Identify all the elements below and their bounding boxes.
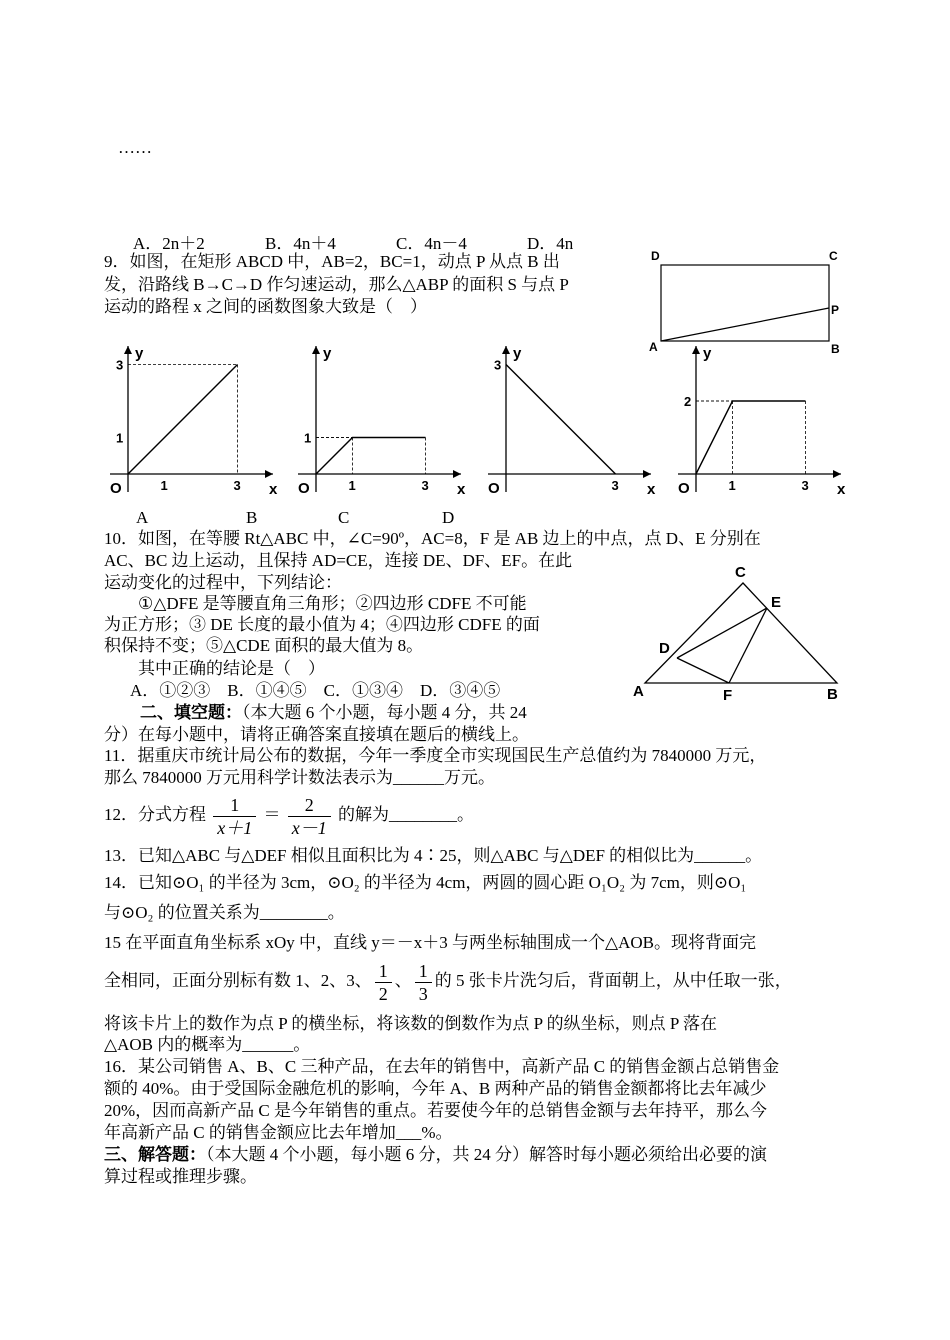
rect-label-b: B	[831, 342, 840, 356]
graph-d-curve	[696, 401, 806, 474]
q11-line-1: 11．据重庆市统计局公布的数据，今年一季度全市实现国民生产总值约为 7840000 万元，	[104, 746, 767, 765]
q12-fraction-2	[288, 794, 331, 839]
q15-fraction-half	[375, 960, 392, 1005]
q14-line-2: 与⊙O₂ 的位置关系为________。	[104, 903, 345, 922]
tri-label-c: C	[735, 564, 746, 581]
q10-line-1: 10．如图，在等腰 Rt△ABC 中，∠C=90º，AC=8，F 是 AB 边上的中点，点 D、E 分别在	[104, 529, 761, 548]
graph-d-xtick: 1	[728, 478, 736, 493]
q12-equals: ＝	[263, 805, 281, 824]
q9-line-2: 发，沿路线 B→C→D 作匀速运动，那么△ABP 的面积 S 与点 P	[104, 275, 569, 294]
graph-a-curve	[128, 365, 238, 475]
section3-rest: （本大题 4 个小题，每小题 6 分，共 24 分）解答时每小题必须给出必要的演	[206, 1145, 767, 1164]
graph-d-y-arrow	[692, 346, 700, 354]
q11-line-2: 那么 7840000 万元用科学计数法表示为______万元。	[104, 768, 495, 787]
graph-b-y-label: y	[323, 345, 332, 362]
graph-c-y-arrow	[502, 346, 510, 354]
q15-fraction-third	[415, 960, 432, 1005]
graph-b-x-arrow	[453, 470, 461, 478]
graph-b-y-arrow	[312, 346, 320, 354]
q15-sep: 、	[394, 971, 412, 990]
section2-line-2: 分）在每小题中，请将正确答案直接填在题后的横线上。	[104, 725, 529, 744]
graph-a-xtick: 3	[233, 478, 241, 493]
q12-prefix: 12．分式方程	[104, 805, 206, 824]
graph-b-xtick: 1	[348, 478, 356, 493]
section3-line-2: 算过程或推理步骤。	[104, 1167, 257, 1186]
graph-a-x-label: x	[269, 481, 278, 498]
q10-line-4: ①△DFE 是等腰直角三角形；②四边形 CDFE 不可能	[138, 594, 527, 613]
q9-line-3: 运动的路程 x 之间的函数图象大致是（ ）	[104, 297, 427, 316]
section2-heading	[140, 702, 527, 723]
q12-suffix: 的解为________。	[338, 805, 474, 824]
q15-line-1: 15 在平面直角坐标系 xOy 中，直线 y＝－x＋3 与两坐标轴围成一个△AOB。现将背面完	[104, 933, 756, 952]
q9-graphs	[100, 340, 850, 540]
q12-frac1-num: 1	[213, 794, 256, 817]
graph-option-b: B	[246, 508, 258, 527]
q16-line-2: 额的 40%。由于受国际金融危机的影响，今年 A、B 两种产品的销售金额都将比去年减少	[104, 1079, 767, 1098]
rect-label-p: P	[831, 303, 840, 317]
q15-line-2-suffix: 的 5 张卡片洗匀后，背面朝上，从中任取一张，	[434, 971, 792, 990]
tri-label-d: D	[659, 640, 670, 657]
q8-option-c: C．4n－4	[396, 234, 467, 253]
graph-c-x-label: x	[647, 481, 656, 498]
q15-frac-b-den: 3	[418, 983, 428, 1004]
graph-d-y-label: y	[703, 345, 712, 362]
q10-line-7: 其中正确的结论是（ ）	[138, 659, 325, 678]
tri-label-e: E	[771, 594, 782, 611]
q9-line-1: 9．如图，在矩形 ABCD 中，AB=2，BC=1，动点 P 从点 B 出	[104, 252, 560, 271]
tri-label-b: B	[827, 686, 838, 703]
q12-frac1-den: x＋1	[217, 817, 253, 838]
graph-c-y-label: y	[513, 345, 522, 362]
graph-d-x-label: x	[837, 481, 846, 498]
section3-title: 三、解答题：	[104, 1145, 206, 1164]
graph-a-xtick: 1	[160, 478, 168, 493]
q8-option-d: D．4n	[527, 234, 574, 253]
q14-line-1: 14．已知⊙O₁ 的半径为 3cm，⊙O₂ 的半径为 4cm，两圆的圆心距 O₁O₂ 为 7cm，则⊙O₁	[104, 873, 747, 892]
graph-c-x-arrow	[643, 470, 651, 478]
graph-a-origin-label: O	[110, 480, 122, 497]
q15-line-2	[104, 958, 792, 1005]
graph-a-y-label: y	[135, 345, 144, 362]
graph-option-a: A	[136, 508, 149, 527]
graph-b-xtick: 3	[421, 478, 429, 493]
tri-label-f: F	[723, 687, 733, 704]
q15-line-4: △AOB 内的概率为______。	[104, 1035, 311, 1054]
graph-b-x-label: x	[457, 481, 466, 498]
graph-b-ytick: 1	[304, 430, 312, 446]
graph-option-d: D	[442, 508, 455, 527]
graph-b-origin-label: O	[298, 480, 310, 497]
q15-frac-b-num: 1	[415, 960, 432, 983]
graph-b-curve	[316, 438, 426, 475]
q10-line-6: 积保持不变；⑤△CDE 面积的最大值为 8。	[104, 636, 424, 655]
q10-line-2: AC、BC 边上运动，且保持 AD=CE，连接 DE、DF、EF。在此	[104, 551, 573, 570]
q8-option-a: A．2n＋2	[133, 234, 205, 253]
q12-fraction-1	[213, 794, 256, 839]
q15-frac-a-num: 1	[375, 960, 392, 983]
q15-line-3: 将该卡片上的数作为点 P 的横坐标，将该数的倒数作为点 P 的纵坐标，则点 P 落在	[104, 1014, 717, 1033]
q16-line-1: 16．某公司销售 A、B、C 三种产品，在去年的销售中，高新产品 C 的销售金额占总销售金	[104, 1057, 780, 1076]
section2-title: 二、填空题：	[140, 703, 242, 722]
graph-option-c: C	[338, 508, 350, 527]
graph-c-xtick: 3	[611, 478, 619, 493]
q12-line	[104, 792, 474, 839]
graph-d-xtick: 3	[801, 478, 809, 493]
graph-d-x-arrow	[833, 470, 841, 478]
graph-a-ytick: 1	[116, 430, 124, 446]
q10-triangle-figure	[625, 560, 850, 710]
q16-line-3: 20%，因而高新产品 C 是今年销售的重点。若要使今年的总销售金额与去年持平，那么今	[104, 1101, 767, 1120]
graph-c-curve	[506, 365, 616, 475]
graph-a-y-arrow	[124, 346, 132, 354]
q8-option-b: B．4n＋4	[265, 234, 336, 253]
q15-line-2-prefix: 全相同，正面分别标有数 1、2、3、	[104, 971, 372, 990]
ellipsis: ……	[118, 138, 152, 157]
q10-line-5: 为正方形；③ DE 长度的最小值为 4；④四边形 CDFE 的面	[104, 615, 540, 634]
graph-a-ytick: 3	[116, 357, 124, 373]
graph-a-x-arrow	[265, 470, 273, 478]
rect-label-a: A	[649, 340, 658, 354]
graph-c-origin-label: O	[488, 480, 500, 497]
q10-line-3: 运动变化的过程中，下列结论：	[104, 573, 342, 592]
rect-label-d: D	[651, 250, 660, 263]
tri-label-a: A	[633, 683, 644, 700]
rect-label-c: C	[829, 250, 838, 263]
section3-heading	[104, 1144, 767, 1165]
q12-frac2-num: 2	[288, 794, 331, 817]
q12-frac2-den: x－1	[291, 817, 327, 838]
section2-rest: （本大题 6 个小题，每小题 4 分，共 24	[242, 703, 527, 722]
q15-frac-a-den: 2	[378, 983, 388, 1004]
graph-d-ytick: 2	[684, 394, 692, 409]
q16-line-4: 年高新产品 C 的销售金额应比去年增加___%。	[104, 1123, 453, 1142]
q13-line: 13．已知△ABC 与△DEF 相似且面积比为 4∶25，则△ABC 与△DEF 的相似比为______。	[104, 846, 763, 865]
graph-d-origin-label: O	[678, 480, 690, 497]
q10-line-8: A．①②③ B．①④⑤ C．①③④ D．③④⑤	[130, 681, 501, 700]
graph-c-ytick: 3	[494, 357, 502, 373]
